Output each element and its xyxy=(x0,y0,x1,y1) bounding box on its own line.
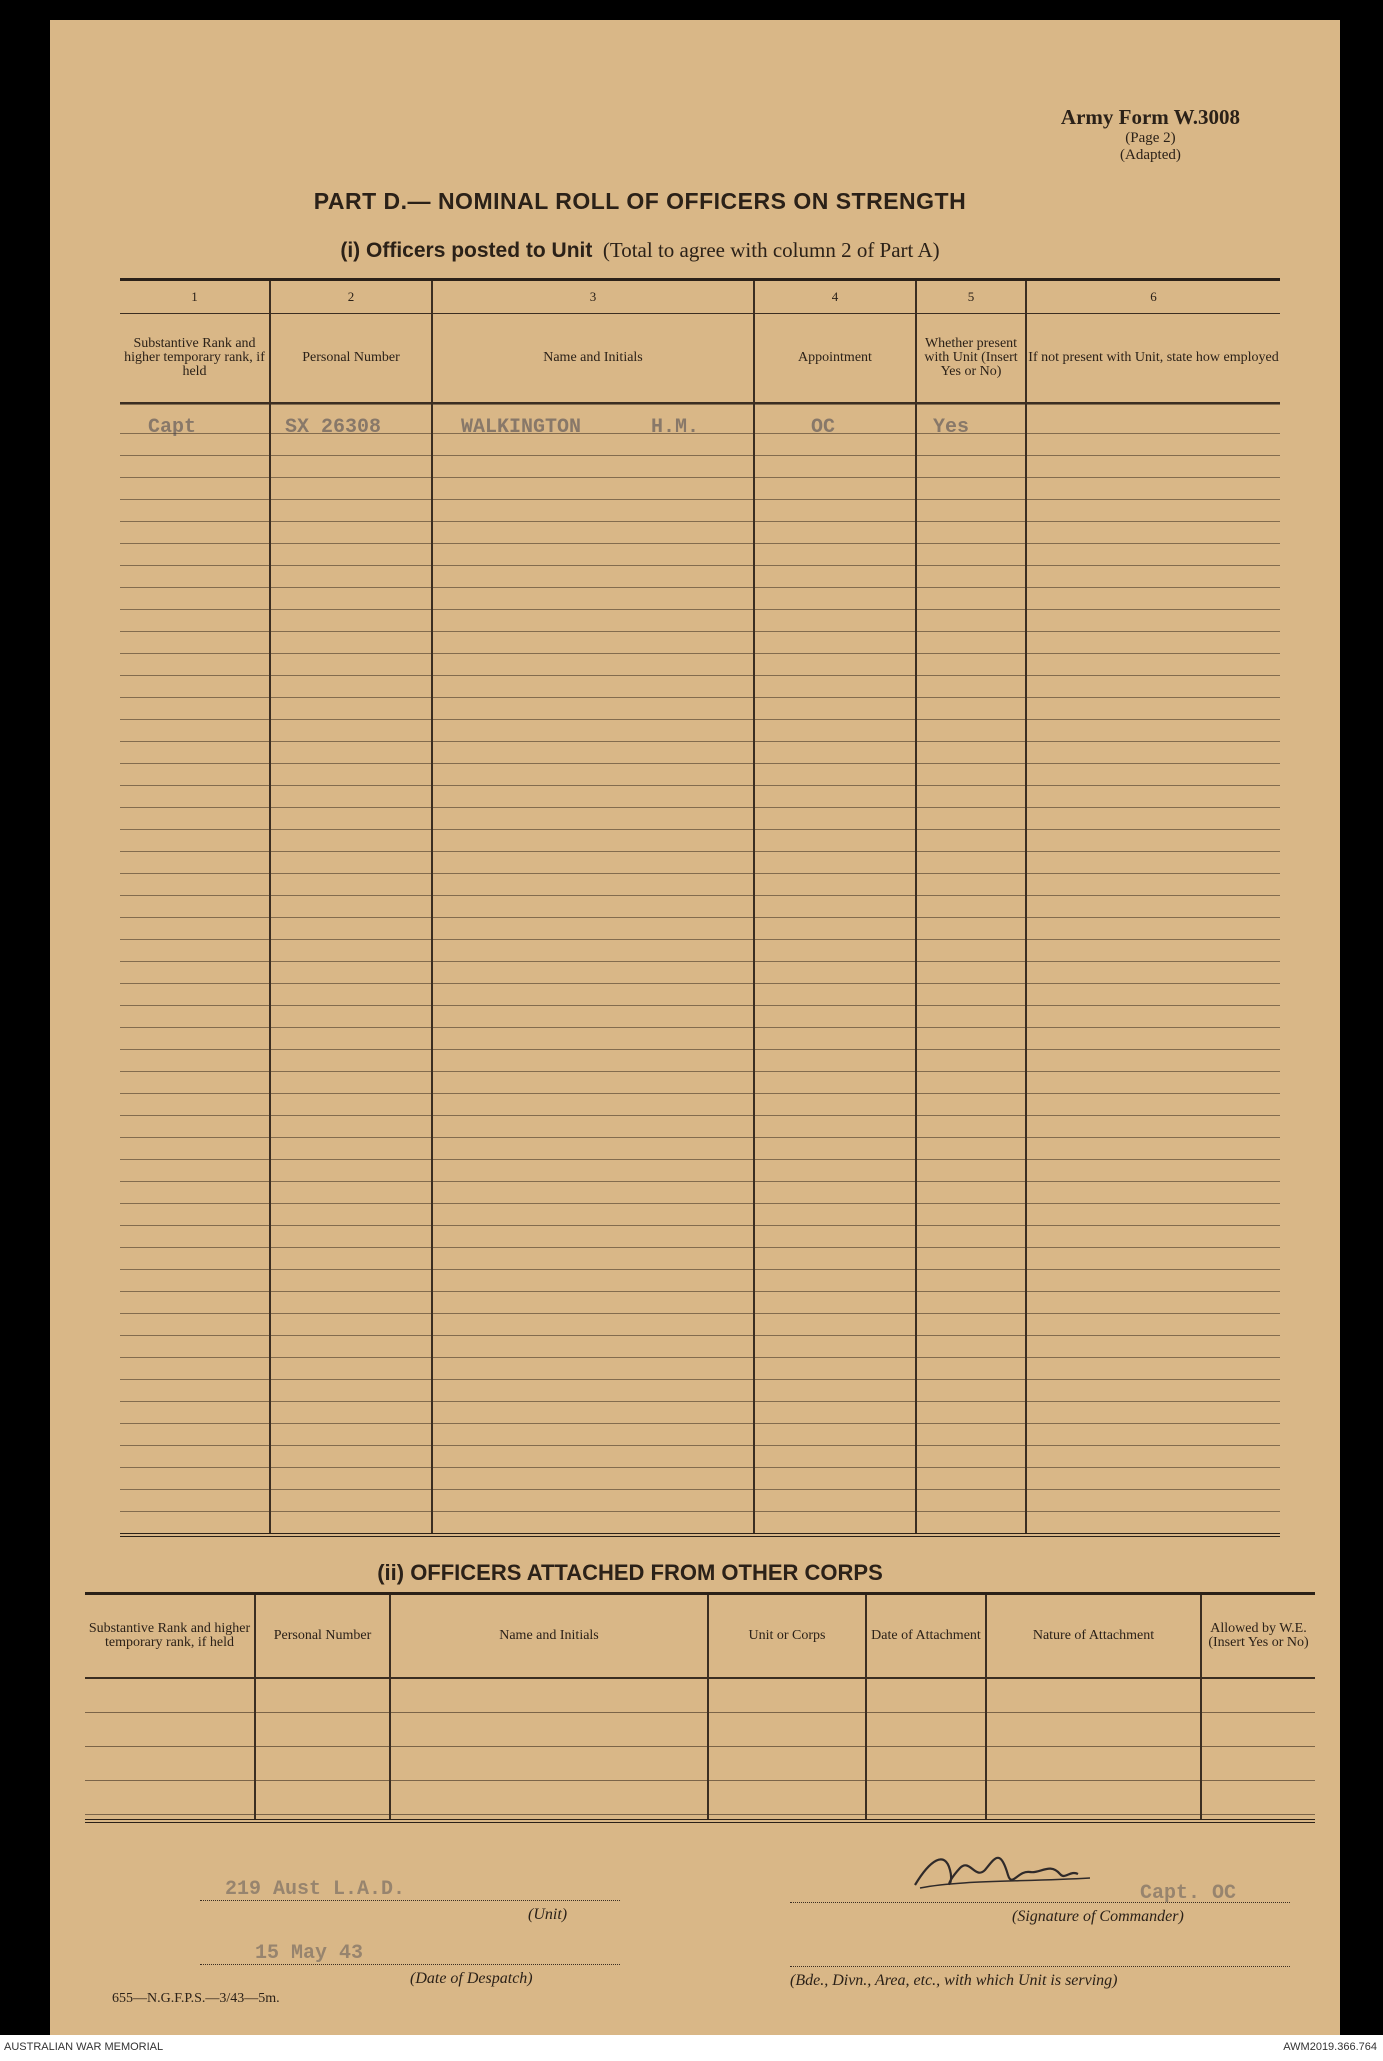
table-cell xyxy=(986,1678,1201,1821)
column-header-number: Personal Number xyxy=(255,1594,390,1679)
column-header-row xyxy=(120,314,1280,404)
column-header-row xyxy=(85,1594,1315,1679)
table-cell xyxy=(390,1678,708,1821)
unit-line xyxy=(200,1900,620,1901)
employment-cell xyxy=(1026,403,1280,1535)
appointment-value: OC xyxy=(811,416,836,439)
column-number: 6 xyxy=(1026,280,1280,314)
section2-title: (ii) OFFICERS ATTACHED FROM OTHER CORPS xyxy=(377,1560,883,1585)
number-cell xyxy=(270,403,432,1535)
section1-title xyxy=(50,238,1230,263)
signature-line xyxy=(790,1902,1290,1903)
unit-label: (Unit) xyxy=(528,1906,568,1923)
name-cell xyxy=(432,403,754,1535)
name-typed xyxy=(433,404,753,439)
column-number-row xyxy=(120,280,1280,314)
column-header-present: Whether present with Unit (Insert Yes or No) xyxy=(916,314,1026,404)
column-header-name: Name and Initials xyxy=(390,1594,708,1679)
archive-caption xyxy=(0,2035,1383,2061)
column-header-unit: Unit or Corps xyxy=(708,1594,866,1679)
commander-rank: Capt. OC xyxy=(1140,1882,1237,1905)
appointment-cell xyxy=(754,403,916,1535)
form-sheet xyxy=(50,20,1340,2035)
form-name: Army Form W.3008 xyxy=(1060,105,1240,129)
part-title: PART D.— NOMINAL ROLL OF OFFICERS ON STRENGTH xyxy=(313,188,967,214)
initials-value: H.M. xyxy=(651,416,700,439)
archive-name: AUSTRALIAN WAR MEMORIAL xyxy=(4,2041,164,2053)
section1-title-note: (Total to agree with column 2 of Part A) xyxy=(602,238,940,262)
formation-line xyxy=(790,1966,1290,1967)
despatch-line xyxy=(200,1964,620,1965)
formation-label: (Bde., Divn., Area, etc., with which Unit is serving) xyxy=(790,1972,1118,1989)
column-header-allowed: Allowed by W.E. (Insert Yes or No) xyxy=(1201,1594,1315,1679)
column-header-date: Date of Attachment xyxy=(866,1594,986,1679)
column-number: 4 xyxy=(754,280,916,314)
despatch-label: (Date of Despatch) xyxy=(410,1970,533,1987)
column-header-rank: Substantive Rank and higher temporary rank, if held xyxy=(120,314,270,404)
archive-accession: AWM2019.366.764 xyxy=(1283,2041,1377,2053)
present-cell xyxy=(916,403,1026,1535)
table-row xyxy=(120,403,1280,1535)
column-number: 5 xyxy=(916,280,1026,314)
number-value: SX 26308 xyxy=(285,416,382,439)
despatch-value: 15 May 43 xyxy=(255,1942,364,1965)
table-cell xyxy=(866,1678,986,1821)
table-cell xyxy=(1201,1678,1315,1821)
form-adapted: (Adapted) xyxy=(1120,147,1181,163)
unit-value: 219 Aust L.A.D. xyxy=(225,1878,406,1901)
column-header-nature: Nature of Attachment xyxy=(986,1594,1201,1679)
form-page: (Page 2) xyxy=(1125,130,1176,146)
present-value: Yes xyxy=(933,416,970,439)
officers-posted-table xyxy=(120,278,1280,1537)
commander-signature xyxy=(900,1840,1140,1900)
section1-title-bold: (i) Officers posted to Unit xyxy=(340,239,593,262)
rank-value: Capt xyxy=(148,416,197,439)
column-number: 3 xyxy=(432,280,754,314)
surname-value: WALKINGTON xyxy=(461,416,582,439)
column-header-name: Name and Initials xyxy=(432,314,754,404)
table-cell xyxy=(85,1678,255,1821)
column-header-rank: Substantive Rank and higher temporary rank, if held xyxy=(85,1594,255,1679)
table-cell xyxy=(255,1678,390,1821)
table-row xyxy=(85,1678,1315,1821)
rank-cell xyxy=(120,403,270,1535)
printer-code: 655—N.G.F.P.S.—3/43—5m. xyxy=(112,1991,280,2006)
column-number: 1 xyxy=(120,280,270,314)
column-number: 2 xyxy=(270,280,432,314)
signature-label: (Signature of Commander) xyxy=(1012,1908,1184,1925)
form-reference xyxy=(1061,105,1240,164)
officers-attached-table xyxy=(85,1592,1315,1823)
column-header-appointment: Appointment xyxy=(754,314,916,404)
table-cell xyxy=(708,1678,866,1821)
column-header-employment: If not present with Unit, state how employed xyxy=(1026,314,1280,404)
column-header-number: Personal Number xyxy=(270,314,432,404)
